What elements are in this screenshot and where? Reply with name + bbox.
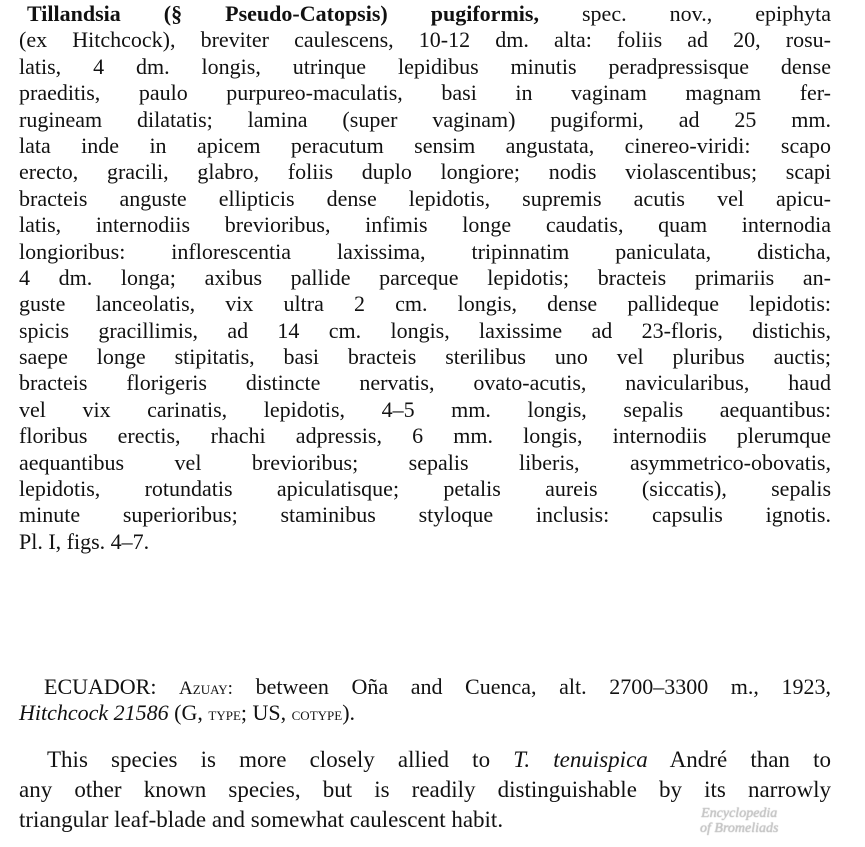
description-line: (ex Hitchcock), breviter caulescens, 10-12 dm. alta: foliis ad 20, rosu- [19,27,831,53]
description-line: rugineam dilatatis; lamina (super vaginam) pugiformi, ad 25 mm. [19,106,831,132]
species-name: Tillandsia (§ Pseudo-Catopsis) pugiformis, [27,1,539,26]
citation-text: ). [342,700,356,726]
discussion-text: This species is more closely allied to [47,747,514,772]
species-reference: T. tenuispica [513,747,648,772]
description-line: floribus erectis, rhachi adpressis, 6 mm. longis, internodiis plerumque [19,423,831,449]
citation-line [19,700,831,726]
watermark-logo [700,806,778,836]
description-line: saepe longe stipitatis, basi bracteis sterilibus uno vel pluribus auctis; [19,344,831,370]
watermark-text: Encyclopedia [701,806,778,821]
description-line: lepidotis, rotundatis apiculatisque; petalis aureis (siccatis), sepalis [19,476,831,502]
discussion-line: triangular leaf-blade and somewhat caulescent habit. [19,807,504,832]
specimen-citation [19,674,831,727]
description-line: latis, 4 dm. longis, utrinque lepidibus minutis peradpressisque dense [19,53,831,79]
watermark-text: of Bromeliads [700,821,779,836]
description-line: 4 dm. longa; axibus pallide parceque lepidotis; bracteis primariis an- [19,264,831,290]
description-line: vel vix carinatis, lepidotis, 4–5 mm. longis, sepalis aequantibus: [19,396,831,422]
citation-line [19,674,831,700]
description-line: bracteis anguste ellipticis dense lepidotis, supremis acutis vel apicu- [19,185,831,211]
description-line: guste lanceolatis, vix ultra 2 cm. longis, dense pallideque lepidotis: [19,291,831,317]
description-line: longioribus: inflorescentia laxissima, tripinnatim paniculata, disticha, [19,238,831,264]
province: Azuay: [179,678,233,699]
locality: between Oña and Cuenca, alt. 2700–3300 m., 1923, [232,674,831,699]
citation-text: (G, [168,700,209,726]
description-text: spec. nov., epiphyta [538,1,831,26]
species-description [19,1,831,555]
discussion-text: André than to [647,747,831,772]
description-line: bracteis florigeris distincte nervatis, ovato-acutis, navicularibus, haud [19,370,831,396]
discussion-line [19,745,831,775]
description-line: praeditis, paulo purpureo-maculatis, basi in vaginam magnam fer- [19,80,831,106]
type-label: type [208,704,241,726]
cotype-label: cotype [291,704,343,726]
description-line: latis, internodiis brevioribus, infimis longe caudatis, quam internodia [19,212,831,238]
discussion-line: any other known species, but is readily distinguishable by its narrowly [19,777,831,802]
description-line: lata inde in apicem peracutum sensim angustata, cinereo-viridi: scapo [19,132,831,158]
description-line: aequantibus vel brevioribus; sepalis liberis, asymmetrico-obovatis, [19,449,831,475]
collector: Hitchcock 21586 [19,700,169,726]
description-line [19,1,831,27]
description-line: minute superioribus; staminibus styloque inclusis: capsulis ignotis. [19,502,831,528]
citation-text: ; US, [240,700,292,726]
description-line: erecto, gracili, glabro, foliis duplo longiore; nodis violascentibus; scapi [19,159,831,185]
description-line: Pl. I, figs. 4–7. [19,528,150,554]
country: ECUADOR: [44,674,157,699]
description-line: spicis gracillimis, ad 14 cm. longis, laxissime ad 23-floris, distichis, [19,317,831,343]
